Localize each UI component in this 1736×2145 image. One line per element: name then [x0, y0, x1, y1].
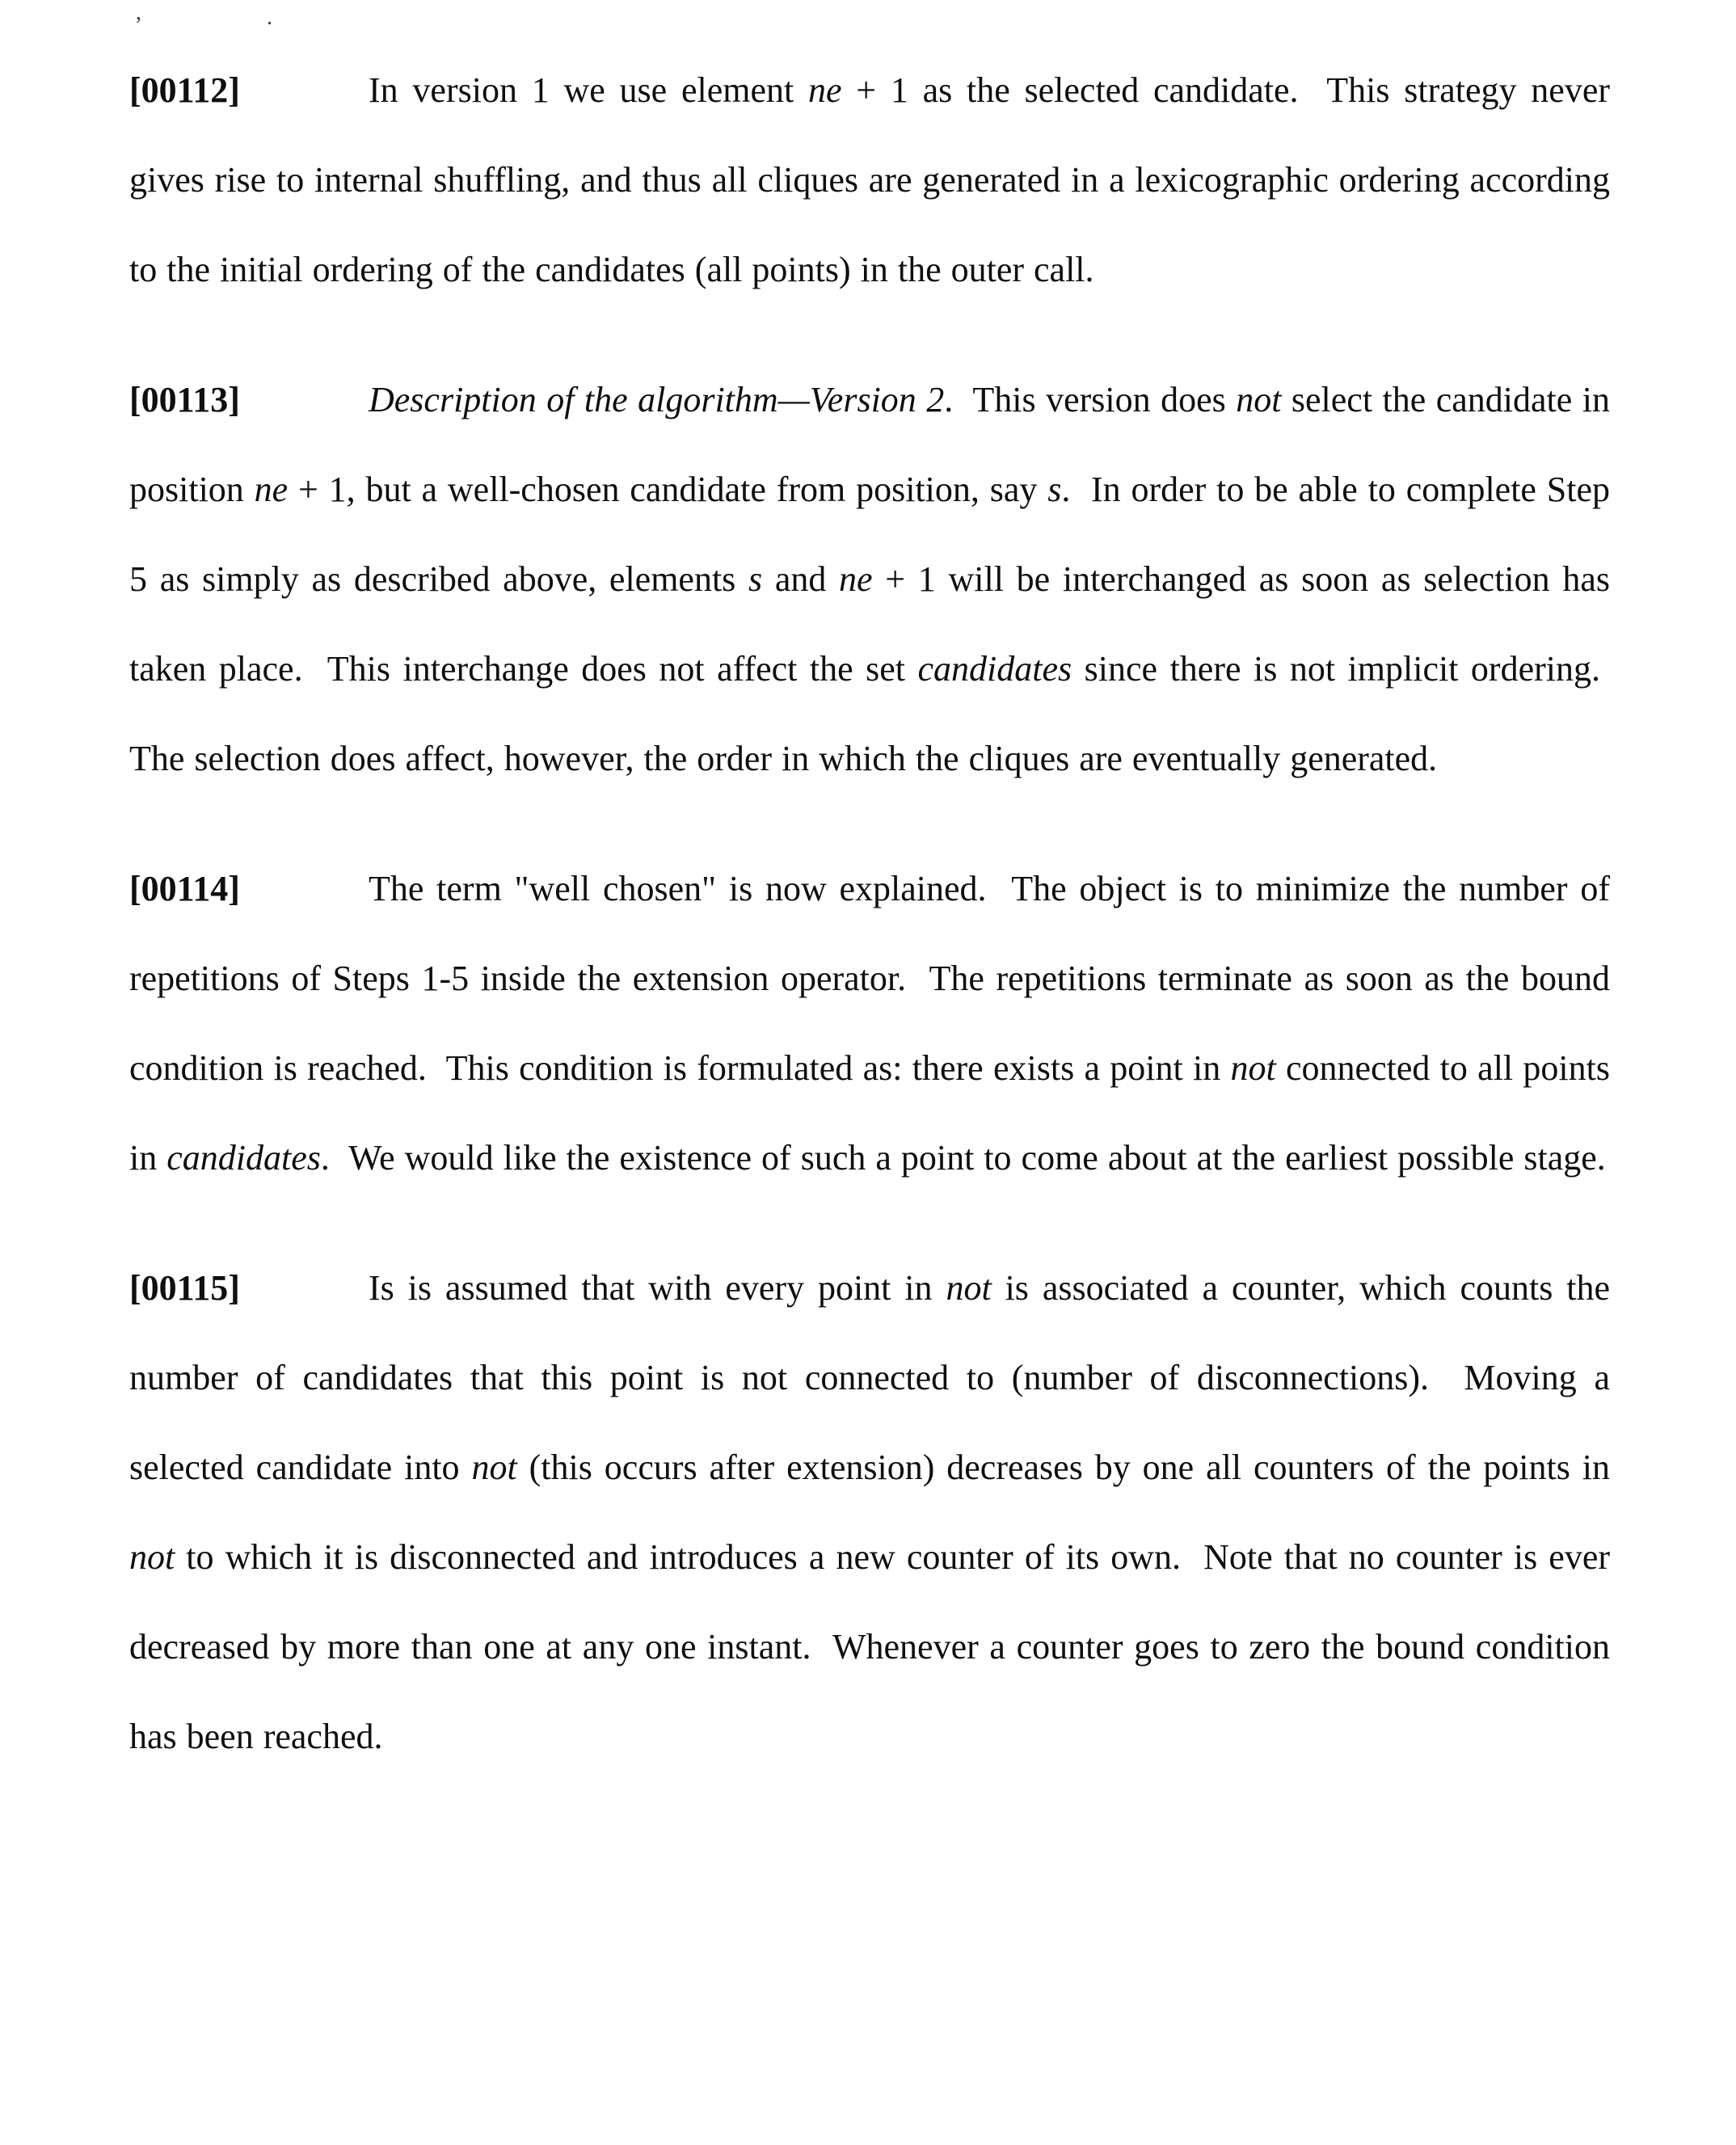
text-run: + 1 will be interchanged as soon as selection has taken place. This interchange does not affect the set: [129, 559, 1610, 689]
paragraph-number: [00115]: [129, 1268, 240, 1308]
text-run: In version 1 we use element: [369, 70, 808, 110]
italic-text-run: candidates: [917, 649, 1072, 689]
paragraph-number: [00114]: [129, 869, 240, 908]
italic-text-run: ne: [807, 70, 842, 110]
italic-text-run: s: [748, 559, 763, 599]
text-run: is associated a counter, which counts the number of candidates that this point is not connected to (number of disconnections). Moving a selected candidate into: [129, 1268, 1610, 1487]
paragraph-number: [00112]: [129, 70, 240, 110]
italic-text-run: not: [1230, 1048, 1276, 1088]
italic-text-run: not: [946, 1268, 992, 1308]
paragraph: [129, 1243, 1610, 1781]
text-run: since there is not implicit ordering. The selection does affect, however, the order in which the cliques are eventually generated.: [129, 649, 1610, 778]
text-run: + 1, but a well-chosen candidate from position, say: [288, 470, 1048, 509]
text-run: (this occurs after extension) decreases by one all counters of the points in: [516, 1448, 1610, 1487]
text-run: . In order to be able to complete Step 5 as simply as described above, elements: [129, 470, 1611, 599]
text-run: . This version does: [944, 380, 1237, 419]
italic-text-run: not: [471, 1448, 517, 1487]
italic-text-run: s: [1047, 470, 1062, 509]
paragraph: [129, 45, 1610, 314]
italic-text-run: candidates: [166, 1138, 321, 1178]
text-run: and: [762, 559, 840, 599]
italic-text-run: not: [1236, 380, 1282, 419]
text-run: to which it is disconnected and introduces a new counter of its own. Note that no counter is ever decreased by more than one at any one instant. Whenever a counter goes to zero the bound condition has been reached.: [129, 1537, 1610, 1756]
scan-artifact-mark: ,: [136, 0, 141, 25]
italic-text-run: Description of the algorithm—Version 2: [369, 380, 945, 419]
paragraph: [129, 355, 1610, 803]
text-run: connected to all points in: [129, 1048, 1610, 1178]
text-run: Is is assumed that with every point in: [369, 1268, 946, 1308]
italic-text-run: ne: [839, 559, 873, 599]
text-run: . We would like the existence of such a point to come about at the earliest possible stage.: [320, 1138, 1606, 1178]
paragraph-number: [00113]: [129, 380, 240, 419]
italic-text-run: not: [129, 1537, 175, 1577]
scan-artifact-mark: .: [267, 5, 272, 30]
document-body: [129, 5, 1610, 1781]
text-run: select the candidate in position: [129, 380, 1610, 509]
text-run: The term "well chosen" is now explained. The object is to minimize the number of repetitions of Steps 1-5 inside the extension operator. The repetitions terminate as soon as the bound condition is reached. This condition is formulated as: there exists a point in: [129, 869, 1610, 1088]
text-run: + 1 as the selected candidate. This strategy never gives rise to internal shuffling, and thus all cliques are generated in a lexicographic ordering according to the initial ordering of the candidates (all points) in the outer call.: [129, 70, 1610, 289]
italic-text-run: ne: [254, 470, 289, 509]
paragraph: [129, 844, 1610, 1203]
